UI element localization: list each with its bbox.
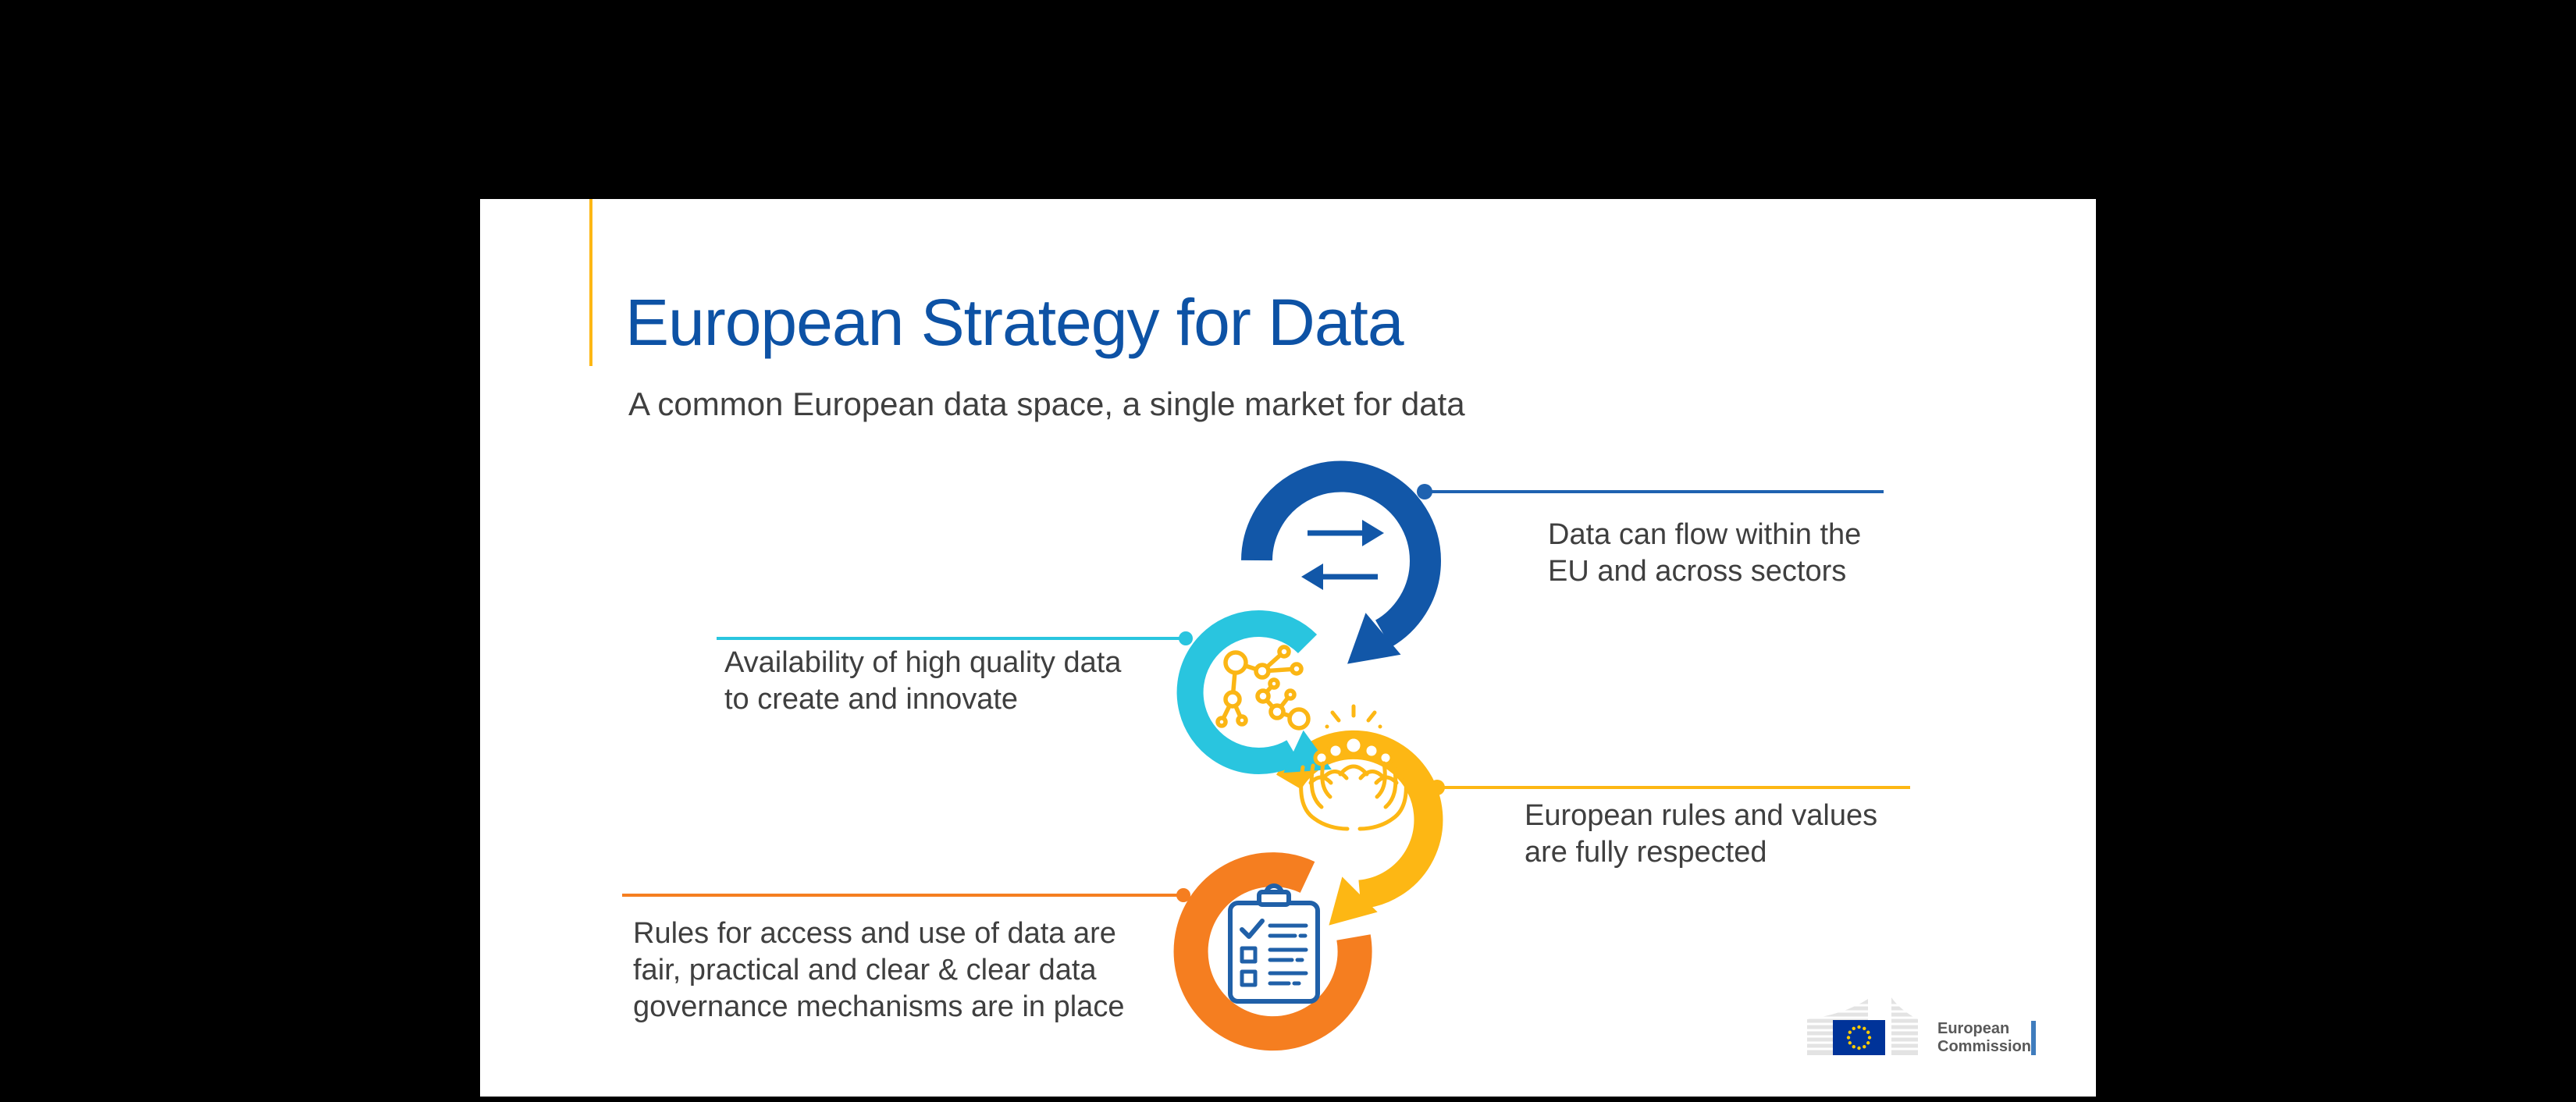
step-label-line: governance mechanisms are in place — [633, 990, 1125, 1023]
logo-text-line: Commission — [1937, 1038, 2032, 1055]
step-label-line: Rules for access and use of data are — [633, 917, 1116, 950]
connector-data-flow — [1417, 484, 1884, 499]
step-circle-high-quality-data — [1190, 624, 1342, 791]
presentation-slide — [480, 199, 2096, 1097]
step-label-data-flow — [1548, 517, 1861, 590]
step-label-rules-and-values — [1525, 798, 1877, 871]
connector-dot — [1417, 484, 1432, 499]
step-label-line: Data can flow within the — [1548, 518, 1862, 551]
step-label-line: are fully respected — [1525, 836, 1767, 869]
european-commission-wordmark — [1937, 1020, 2031, 1056]
connector-dot — [1179, 631, 1193, 645]
logo-divider-bar — [2031, 1021, 2036, 1055]
step-label-line: Availability of high quality data — [724, 646, 1122, 679]
slide-title: European Strategy for Data — [625, 286, 1404, 359]
step-label-line: European rules and values — [1525, 799, 1878, 832]
step-label-line: EU and across sectors — [1548, 555, 1847, 588]
eu-flag-icon — [1833, 1020, 1885, 1055]
step-label-line: fair, practical and clear & clear data — [633, 954, 1097, 986]
step-label-high-quality-data — [724, 645, 1121, 718]
checklist-clipboard-icon — [1230, 886, 1318, 1001]
transfer-arrows-icon — [1301, 520, 1384, 590]
connector-high-quality-data — [717, 631, 1193, 645]
step-label-line: to create and innovate — [724, 683, 1019, 716]
connector-data-governance — [622, 888, 1190, 902]
connector-rules-and-values — [1429, 780, 1910, 795]
logo-text-line: European — [1937, 1020, 2010, 1037]
data-network-icon — [1218, 647, 1308, 728]
slide-subtitle: A common European data space, a single market for data — [628, 386, 1465, 422]
step-label-data-governance — [633, 915, 1124, 1026]
